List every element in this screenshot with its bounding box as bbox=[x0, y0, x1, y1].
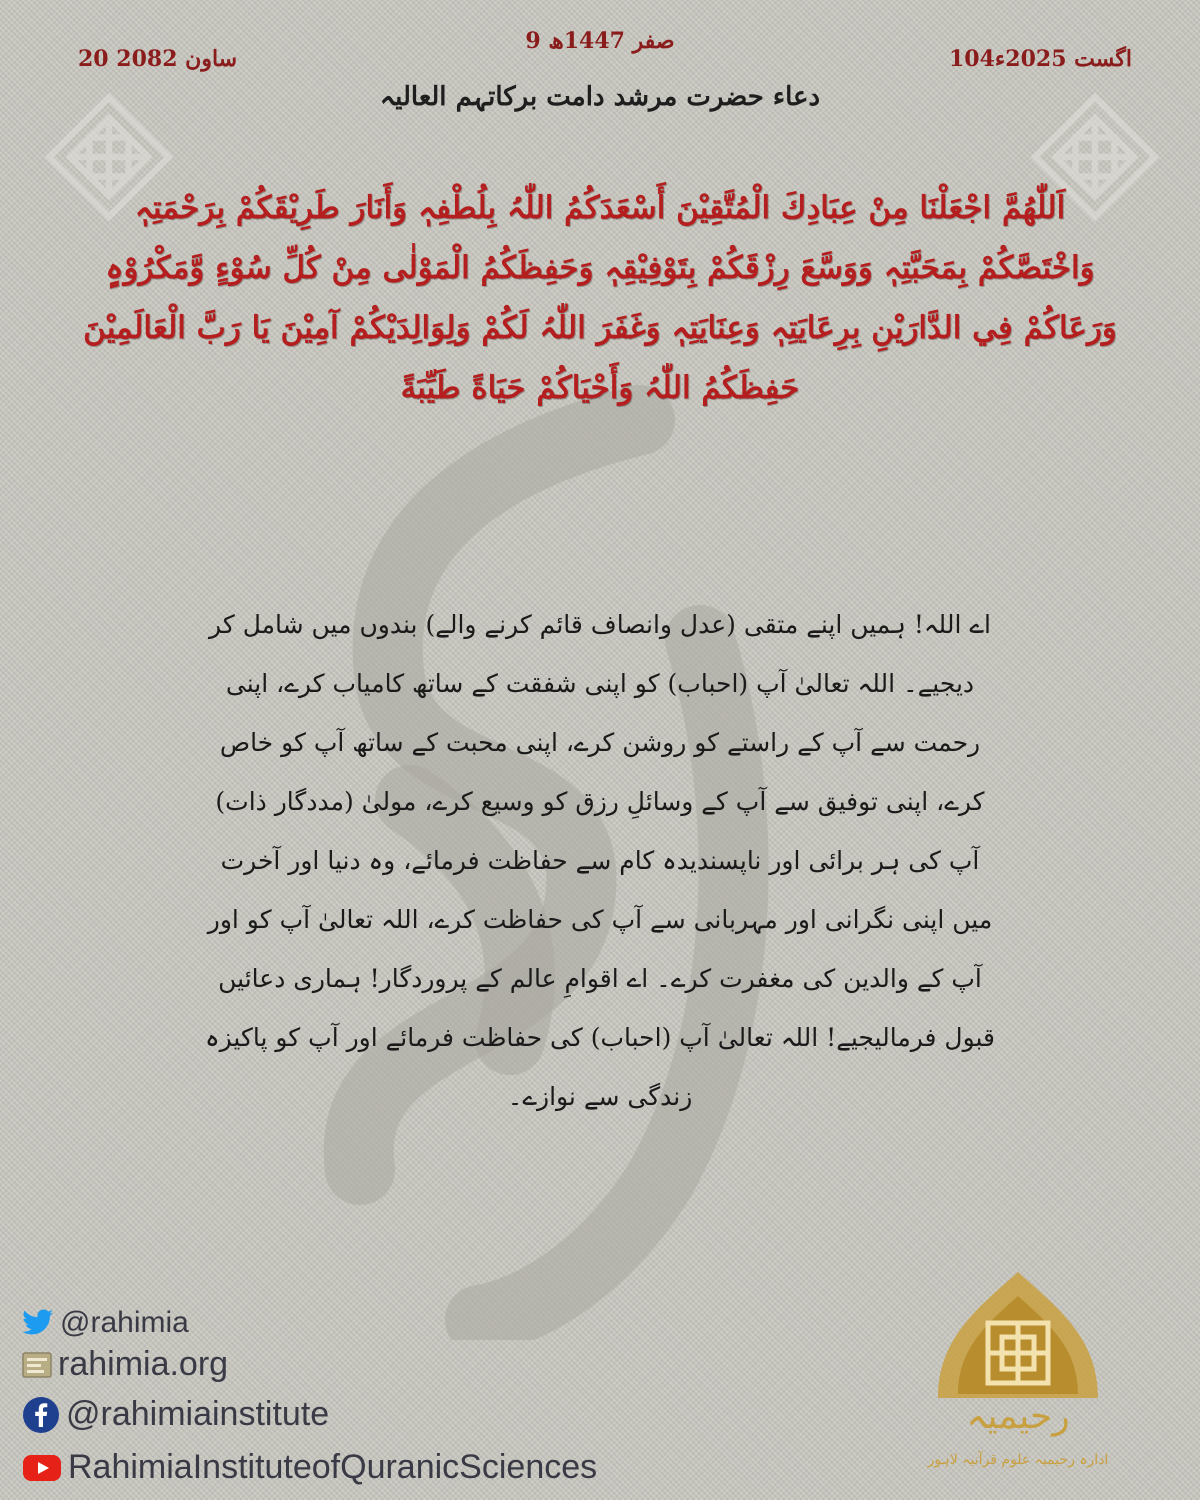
page-title: دعاء حضرت مرشد دامت برکاتہم العالیہ bbox=[379, 82, 821, 112]
twitter-handle: @rahimia bbox=[60, 1306, 189, 1339]
gregorian-date: 104اگست 2025ء bbox=[948, 46, 1132, 72]
rahimia-logo bbox=[918, 1268, 1118, 1498]
hijri-date: 9 صفر 1447ھ bbox=[525, 28, 675, 54]
twitter-icon bbox=[22, 1309, 54, 1337]
website-url: rahimia.org bbox=[58, 1345, 229, 1383]
urdu-translation: اے اللہ! ہمیں اپنے متقی (عدل وانصاف قائم کرنے والے) بندوں میں شامل کر دیجیے۔ اللہ تعالیٰ آپ (احباب) کو اپنی شفقت کے ساتھ کامیاب کرے، اپنی رحمت سے آپ کے راستے کو روشن کرے، اپنی محبت کے ساتھ آپ کو خاص کرے، اپنی توفیق سے آپ کے وسائلِ رزق کو وسیع کرے، مولیٰ (مددگار ذات) آپ کی ہر برائی اور ناپسندیدہ کام سے حفاظت فرمائے، وہ دنیا اور آخرت میں اپنی نگرانی اور مہربانی سے آپ کی حفاظت کرے، اللہ تعالیٰ آپ کو اور آپ کے والدین کی مغفرت کرے۔ اے اقوامِ عالم کے پروردگار! ہماری دعائیں قبول فرمالیجیے! اللہ تعالیٰ آپ (احباب) کی حفاظت فرمائے اور آپ کو پاکیزہ زندگی سے نوازے۔ bbox=[204, 610, 995, 1111]
logo-subtitle: ادارہ رحیمیہ علوم قرآنیہ لاہور bbox=[927, 1452, 1109, 1468]
web-icon bbox=[22, 1352, 52, 1378]
bikrami-date: 20 ساون 2082 bbox=[78, 46, 238, 72]
website-link[interactable] bbox=[22, 1345, 228, 1384]
youtube-channel: RahimiaInstituteofQuranicSciences bbox=[68, 1448, 598, 1486]
facebook-link[interactable] bbox=[22, 1395, 329, 1434]
logo-emblem-icon bbox=[918, 1268, 1118, 1408]
logo-name: رحیمیہ bbox=[966, 1396, 1070, 1437]
facebook-icon bbox=[22, 1396, 60, 1434]
twitter-link[interactable] bbox=[22, 1306, 189, 1340]
youtube-icon bbox=[22, 1453, 62, 1483]
youtube-link[interactable] bbox=[22, 1448, 597, 1487]
facebook-handle: @rahimiainstitute bbox=[66, 1395, 330, 1433]
arabic-prayer: اَللّٰھُمَّ اجْعَلْنَا مِنْ عِبَادِكَ الْمُتَّقِيْنَ أَسْعَدَكُمُ اللّٰہُ بِلُطْفِہٖ وَأَنَارَ طَرِيْقَكُمْ بِرَحْمَتِہٖ وَاخْتَصَّكُمْ بِمَحَبَّتِہٖ وَوَسَّعَ رِزْقَكُمْ بِتَوْفِيْقِہٖ وَحَفِظَكُمُ الْمَوْلٰى مِنْ كُلِّ سُوْءٍ وَّمَكْرُوْہٍ وَرَعَاكُمْ فِي الدَّارَيْنِ بِرِعَايَتِہٖ وَعِنَايَتِہٖ وَغَفَرَ اللّٰہُ لَكُمْ وَلِوَالِدَيْكُمْ آمِيْنَ يَا رَبَّ الْعَالَمِيْنَ حَفِظَكُمُ اللّٰہُ وَأَحْيَاكُمْ حَيَاةً طَيِّبَةً bbox=[83, 190, 1117, 406]
